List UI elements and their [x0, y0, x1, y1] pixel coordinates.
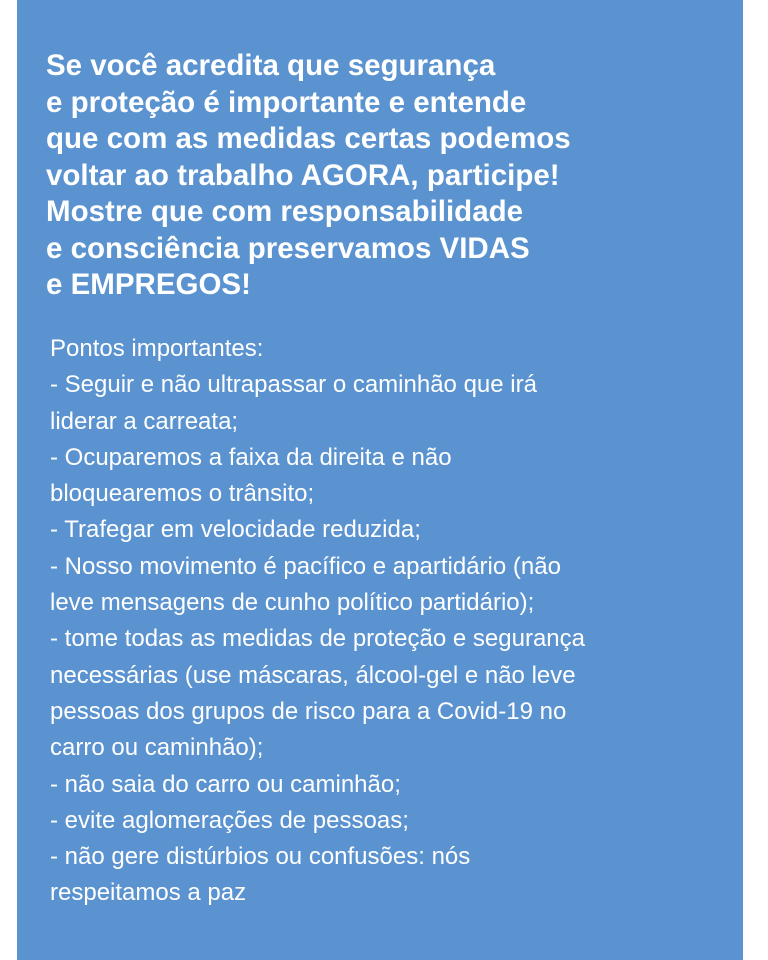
important-points-text [50, 331, 730, 912]
headline-line: que com as medidas certas podemos [46, 122, 571, 155]
points-line: respeitamos a paz [50, 879, 247, 907]
points-line: pessoas dos grupos de risco para a Covid-19 no [50, 697, 567, 725]
points-line: - Nosso movimento é pacífico e apartidário (não [50, 552, 561, 580]
headline-line: Se você acredita que segurança [46, 49, 496, 82]
headline-line: e EMPREGOS! [46, 268, 251, 301]
headline-line: e proteção é importante e entende [46, 85, 527, 119]
headline-line: voltar ao trabalho AGORA, participe! [46, 158, 560, 192]
points-line: - tome todas as medidas de proteção e segurança [50, 625, 585, 653]
points-line: carro ou caminhão); [50, 734, 264, 762]
headline-line: e consciência preservamos VIDAS [46, 231, 530, 265]
points-line: - evite aglomerações de pessoas; [50, 806, 409, 834]
points-line: liderar a carreata; [50, 407, 239, 435]
headline [46, 48, 736, 304]
points-line: leve mensagens de cunho político partidário); [50, 589, 535, 617]
points-line: necessárias (use máscaras, álcool-gel e não leve [50, 661, 576, 689]
points-heading: Pontos importantes: [50, 335, 264, 362]
points-line: - Seguir e não ultrapassar o caminhão que irá [50, 371, 537, 399]
points-line: bloquearemos o trânsito; [50, 480, 315, 508]
points-line: - não gere distúrbios ou confusões: nós [50, 843, 471, 871]
headline-line: Mostre que com responsabilidade [46, 195, 524, 228]
points-line: - Ocuparemos a faixa da direita e não [50, 443, 452, 471]
points-line: - não saia do carro ou caminhão; [50, 770, 401, 798]
points-line: - Trafegar em velocidade reduzida; [50, 516, 421, 544]
blue-info-panel [17, 0, 743, 960]
